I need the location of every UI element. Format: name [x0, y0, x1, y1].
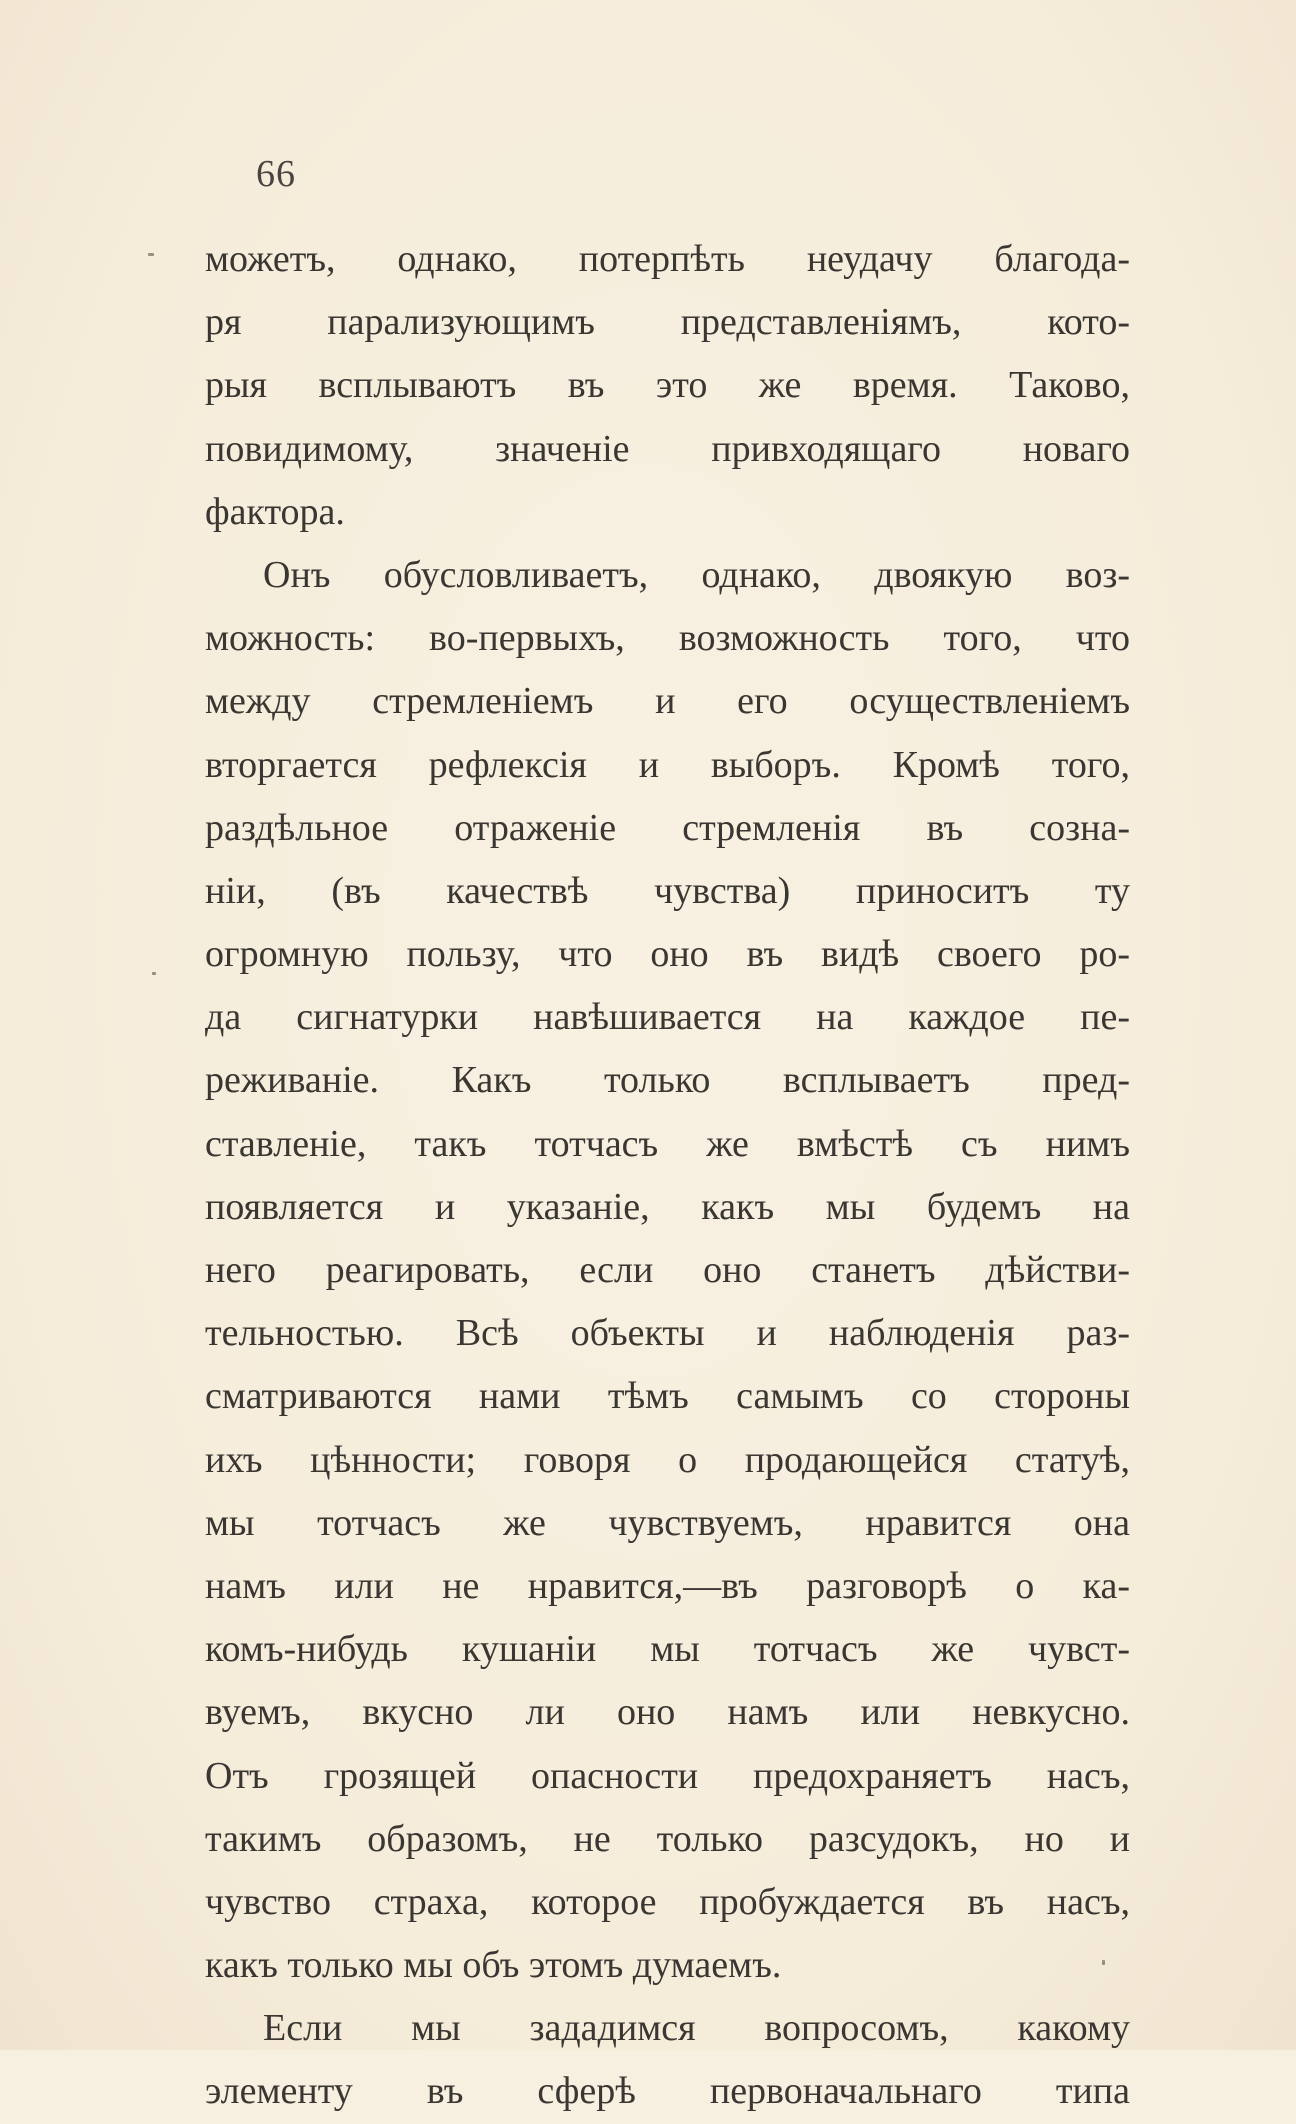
paragraph	[205, 228, 1130, 544]
text-line: ря парализующимъ представленіямъ, кото-	[205, 301, 1130, 344]
text-line: фактора.	[205, 490, 345, 533]
text-line: ніи, (въ качествѣ чувства) приноситъ ту	[205, 869, 1130, 912]
text-line: намъ или не нравится,—въ разговорѣ о ка-	[205, 1564, 1130, 1607]
text-line: вторгается рефлексія и выборъ. Кромѣ того,	[205, 743, 1130, 786]
text-line: такимъ образомъ, не только разсудокъ, но и	[205, 1817, 1130, 1860]
text-line: какъ только мы объ этомъ думаемъ.	[205, 1944, 782, 1987]
text-line: повидимому, значеніе привходящаго новаго	[205, 427, 1130, 470]
text-line: между стремленіемъ и его осуществленіемъ	[205, 680, 1130, 723]
text-line: да сигнатурки навѣшивается на каждое пе-	[205, 996, 1130, 1039]
text-line: Если мы зададимся вопросомъ, какому	[263, 2007, 1130, 2050]
text-line: вуемъ, вкусно ли оно намъ или невкусно.	[205, 1691, 1130, 1734]
text-line: элементу въ сферѣ первоначальнаго типа	[205, 2070, 1130, 2113]
text-line: него реагировать, если оно станетъ дѣйстви-	[205, 1249, 1130, 1291]
text-line: огромную пользу, что оно въ видѣ своего ро-	[205, 933, 1130, 976]
text-line: появляется и указаніе, какъ мы будемъ на	[205, 1185, 1130, 1228]
text-line: ихъ цѣнности; говоря о продающейся статуѣ,	[205, 1438, 1130, 1481]
page-number: 66	[256, 153, 296, 195]
paragraph	[205, 544, 1130, 1997]
text-line: реживаніе. Какъ только всплываетъ пред-	[205, 1059, 1130, 1102]
text-line: ставленіе, такъ тотчасъ же вмѣстѣ съ нимъ	[205, 1122, 1130, 1165]
margin-mark	[148, 253, 154, 256]
text-line: сматриваются нами тѣмъ самымъ со стороны	[205, 1375, 1130, 1418]
text-line: рыя всплываютъ въ это же время. Таково,	[205, 364, 1130, 407]
text-line: комъ-нибудь кушаніи мы тотчасъ же чувст-	[205, 1628, 1130, 1671]
text-line: можность: во-первыхъ, возможность того, что	[205, 617, 1130, 660]
text-line: можетъ, однако, потерпѣть неудачу благода-	[205, 238, 1130, 280]
text-line: мы тотчасъ же чувствуемъ, нравится она	[205, 1501, 1130, 1544]
text-line: Отъ грозящей опасности предохраняетъ насъ,	[205, 1754, 1130, 1797]
text-line: Онъ обусловливаетъ, однако, двоякую воз-	[263, 553, 1130, 596]
margin-mark	[152, 972, 156, 975]
text-body	[205, 228, 1130, 2124]
text-line: раздѣльное отраженіе стремленія въ созна-	[205, 806, 1130, 849]
paragraph	[205, 1997, 1130, 2123]
text-line: чувство страха, которое пробуждается въ насъ,	[205, 1880, 1130, 1923]
text-line: тельностью. Всѣ объекты и наблюденія раз-	[205, 1312, 1130, 1355]
